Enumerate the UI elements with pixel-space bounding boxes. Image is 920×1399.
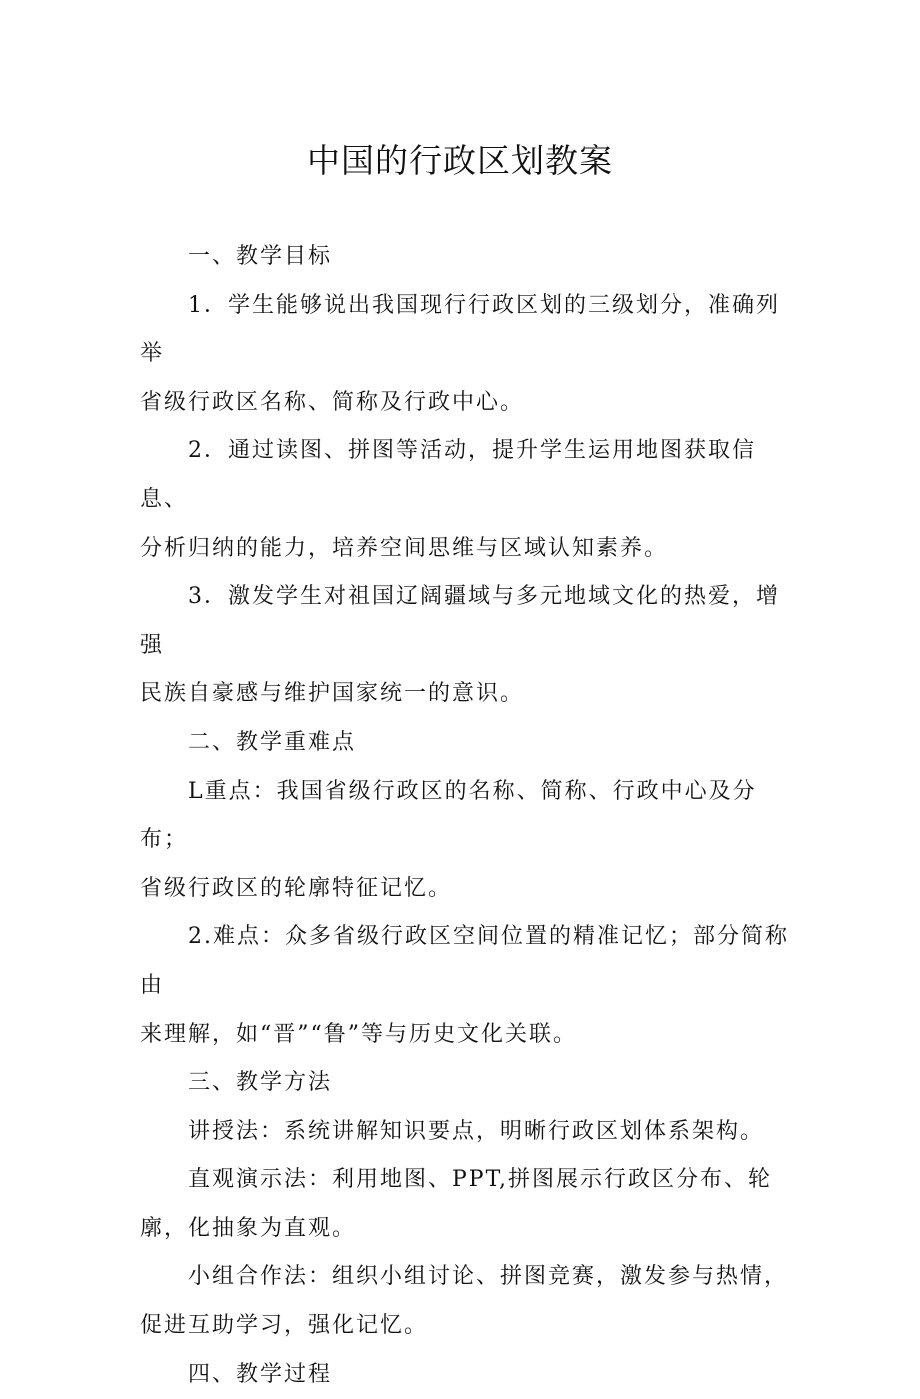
section-heading-key-points: 二、教学重难点 bbox=[188, 729, 357, 755]
section-heading-process: 四、教学过程 bbox=[188, 1361, 333, 1387]
objective-item-3: 3．激发学生对祖国辽阔疆域与多元地域文化的热爱，增强 民族自豪感与维护国家统一的意识。 bbox=[140, 584, 780, 707]
objective-item-1: 1．学生能够说出我国现行行政区划的三级划分，准确列举 省级行政区名称、简称及行政中心。 bbox=[140, 292, 780, 415]
section-heading-methods: 三、教学方法 bbox=[188, 1070, 333, 1096]
section-heading-objectives: 一、教学目标 bbox=[188, 244, 333, 269]
method-group-work: 小组合作法：组织小组讨论、拼图竞赛，激发参与热情， 促进互助学习，强化记忆。 bbox=[140, 1264, 789, 1339]
key-point-item: L重点：我国省级行政区的名称、简称、行政中心及分布； 省级行政区的轮廓特征记忆。 bbox=[140, 778, 757, 901]
objective-item-2: 2．通过读图、拼图等活动，提升学生运用地图获取信息、 分析归纳的能力，培养空间思维与区域认知素养。 bbox=[140, 438, 756, 561]
document-body bbox=[140, 233, 792, 1399]
document-title: 中国的行政区划教案 bbox=[307, 141, 613, 180]
method-lecture: 讲授法：系统讲解知识要点，明晰行政区划体系架构。 bbox=[188, 1118, 765, 1144]
method-demonstration: 直观演示法：利用地图、PPT,拼图展示行政区分布、轮 廓，化抽象为直观。 bbox=[140, 1167, 773, 1241]
difficulty-item: 2.难点：众多省级行政区空间位置的精准记忆；部分简称由 来理解，如“晋”“鲁”等与历史文化关联。 bbox=[140, 924, 789, 1047]
